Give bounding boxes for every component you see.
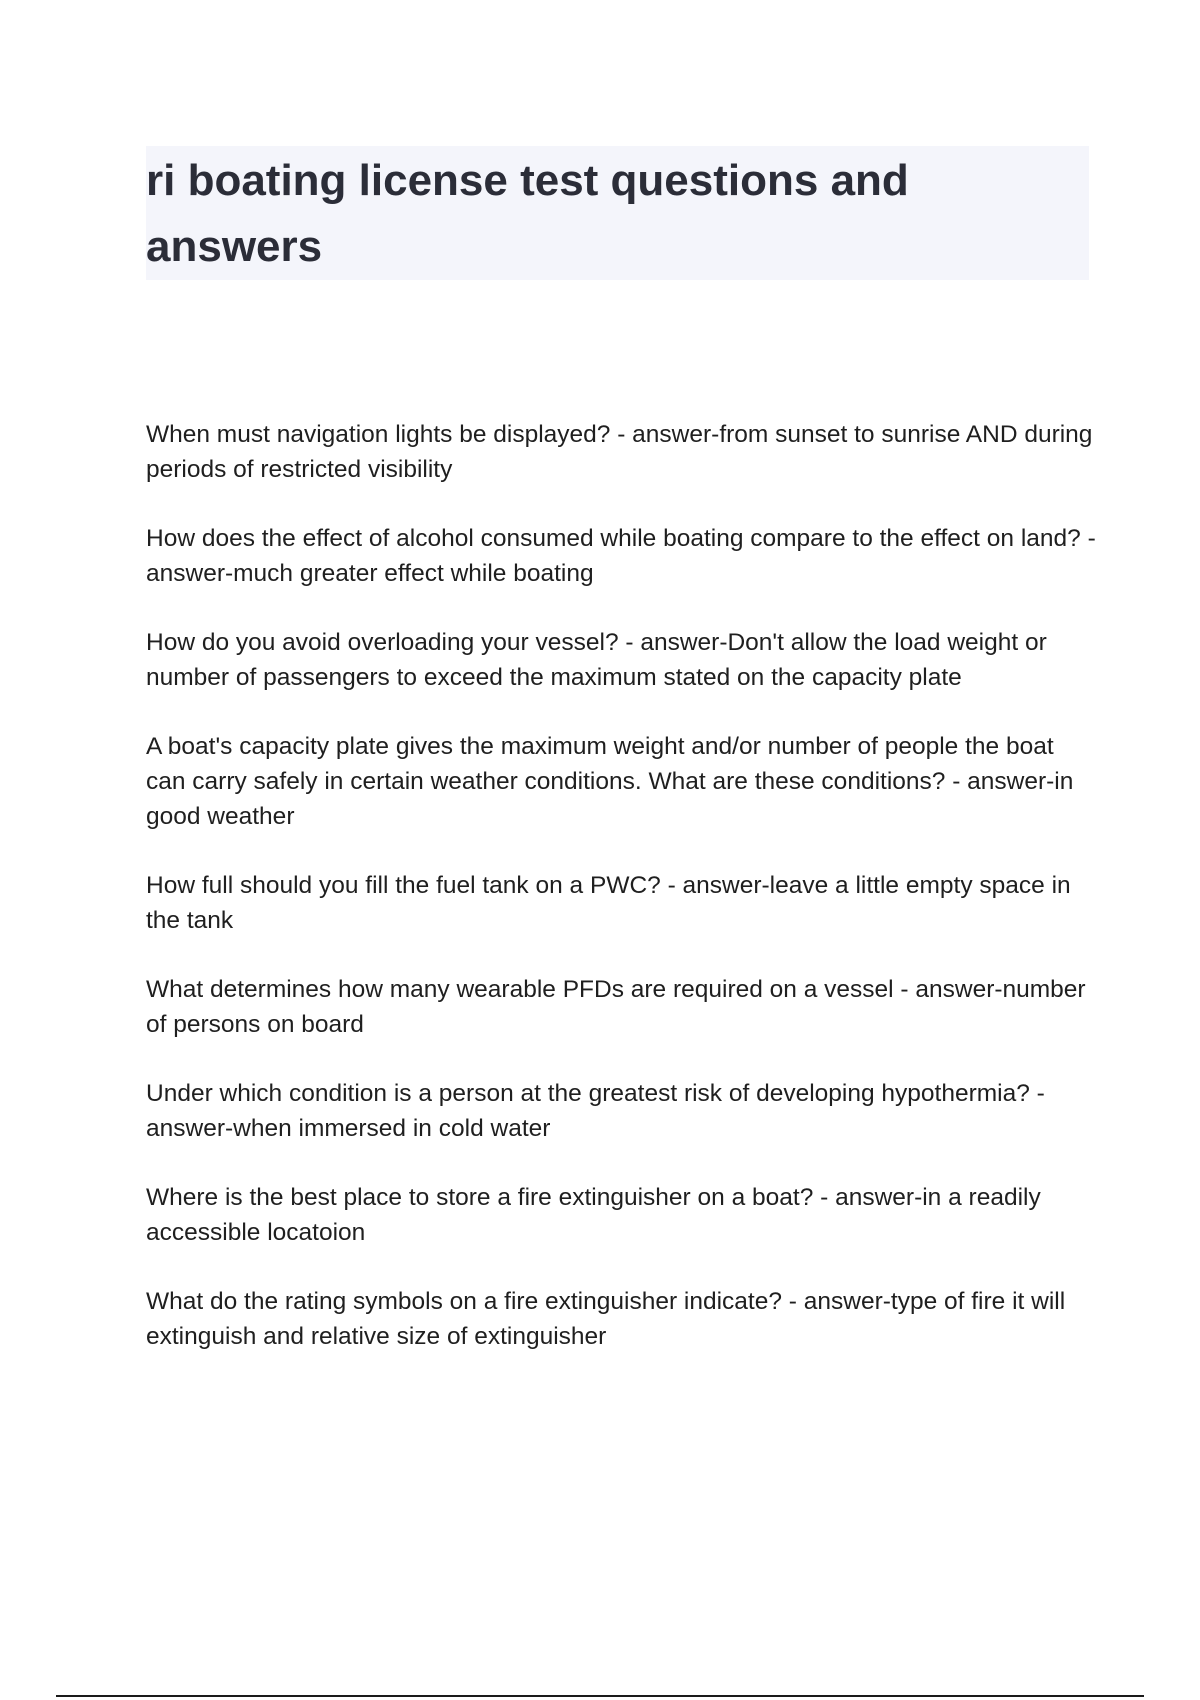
qa-item: What determines how many wearable PFDs are required on a vessel - answer-number of persons on board	[146, 976, 1086, 1038]
qa-item: Where is the best place to store a fire extinguisher on a boat? - answer-in a readily accessible locatoion	[146, 1184, 1041, 1246]
document-title: ri boating license test questions and answers	[146, 156, 922, 271]
qa-item: What do the rating symbols on a fire extinguisher indicate? - answer-type of fire it will extinguish and relative size of extinguisher	[146, 1288, 1066, 1350]
qa-item: How full should you fill the fuel tank on a PWC? - answer-leave a little empty space in the tank	[146, 872, 1071, 934]
qa-item: How does the effect of alcohol consumed while boating compare to the effect on land? - answer-much greater effect while boating	[146, 525, 1096, 587]
qa-list	[146, 417, 1096, 1388]
qa-item: How do you avoid overloading your vessel? - answer-Don't allow the load weight or number of passengers to exceed the maximum stated on the capacity plate	[146, 629, 1047, 691]
bottom-divider	[56, 1695, 1144, 1697]
qa-item: When must navigation lights be displayed? - answer-from sunset to sunrise AND during periods of restricted visibility	[146, 421, 1093, 483]
qa-item: Under which condition is a person at the greatest risk of developing hypothermia? - answer-when immersed in cold water	[146, 1080, 1045, 1142]
qa-item: A boat's capacity plate gives the maximum weight and/or number of people the boat can carry safely in certain weather conditions. What are these conditions? - answer-in good weather	[146, 733, 1074, 830]
title-banner	[146, 146, 1089, 280]
